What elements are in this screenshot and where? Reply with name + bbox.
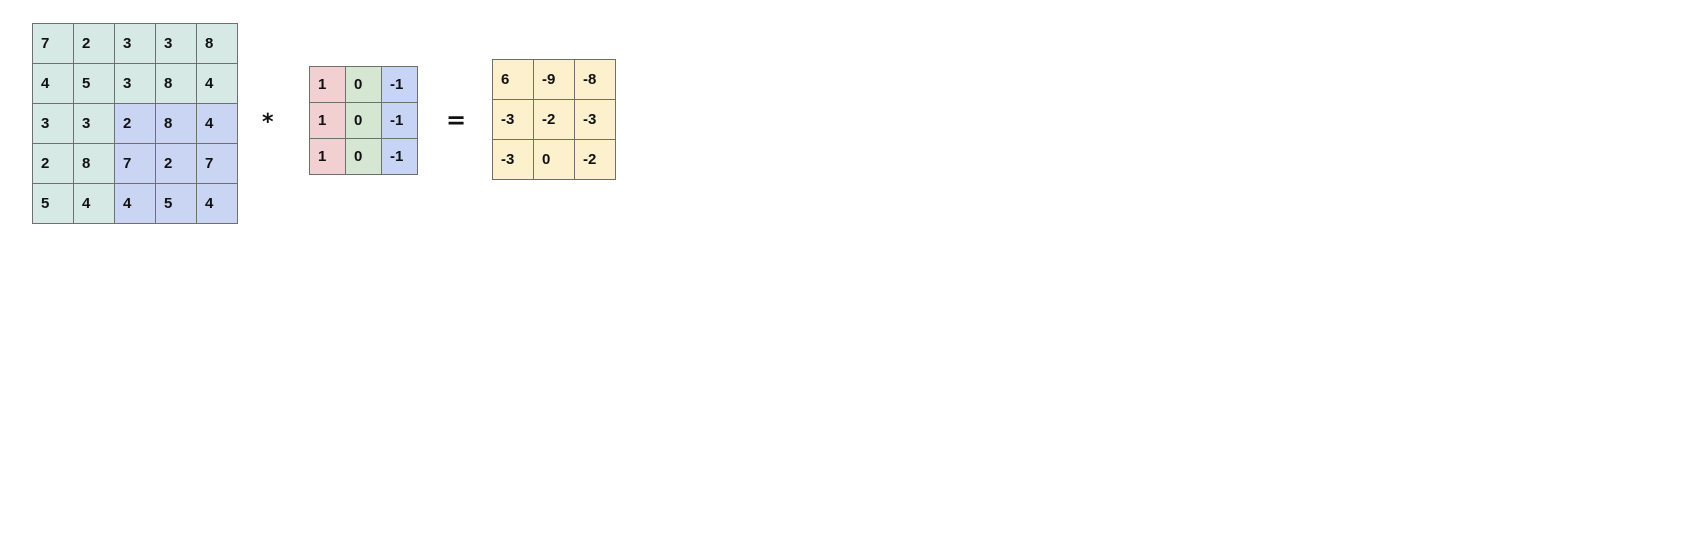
kernel-cell: -1 [382, 139, 418, 175]
output-cell: 0 [534, 140, 575, 180]
output-cell: -3 [493, 100, 534, 140]
output-cell: -2 [534, 100, 575, 140]
input-row [33, 24, 238, 64]
input-row [33, 64, 238, 104]
input-cell: 4 [197, 64, 238, 104]
input-cell: 2 [74, 24, 115, 64]
input-cell-highlighted: 4 [115, 184, 156, 224]
input-cell: 8 [156, 64, 197, 104]
input-cell-highlighted: 4 [197, 184, 238, 224]
kernel-matrix [309, 66, 418, 175]
output-matrix [492, 59, 616, 180]
input-cell-highlighted: 5 [156, 184, 197, 224]
kernel-cell: -1 [382, 103, 418, 139]
input-cell-highlighted: 2 [115, 104, 156, 144]
input-cell: 4 [74, 184, 115, 224]
output-cell: -9 [534, 60, 575, 100]
input-cell-highlighted: 8 [156, 104, 197, 144]
input-matrix [32, 23, 238, 224]
output-cell: -3 [575, 100, 616, 140]
output-row [493, 60, 616, 100]
input-cell: 3 [156, 24, 197, 64]
kernel-row [310, 139, 418, 175]
input-cell-highlighted: 4 [197, 104, 238, 144]
output-row [493, 140, 616, 180]
kernel-cell: 0 [346, 139, 382, 175]
input-cell: 4 [33, 64, 74, 104]
kernel-cell: 0 [346, 67, 382, 103]
input-cell: 8 [197, 24, 238, 64]
input-cell: 3 [74, 104, 115, 144]
kernel-cell: 1 [310, 103, 346, 139]
input-cell: 5 [33, 184, 74, 224]
input-cell: 3 [33, 104, 74, 144]
input-cell: 3 [115, 24, 156, 64]
output-cell: -2 [575, 140, 616, 180]
input-row [33, 144, 238, 184]
input-cell: 5 [74, 64, 115, 104]
equals-operator: = [446, 106, 467, 134]
multiply-operator: * [262, 110, 274, 135]
input-cell: 2 [33, 144, 74, 184]
input-cell: 7 [33, 24, 74, 64]
output-row [493, 100, 616, 140]
input-cell: 8 [74, 144, 115, 184]
input-row [33, 104, 238, 144]
kernel-cell: -1 [382, 67, 418, 103]
input-cell-highlighted: 7 [115, 144, 156, 184]
output-cell: -3 [493, 140, 534, 180]
kernel-cell: 1 [310, 139, 346, 175]
input-cell-highlighted: 2 [156, 144, 197, 184]
kernel-row [310, 67, 418, 103]
input-cell-highlighted: 7 [197, 144, 238, 184]
input-row [33, 184, 238, 224]
kernel-cell: 0 [346, 103, 382, 139]
input-cell: 3 [115, 64, 156, 104]
output-cell: 6 [493, 60, 534, 100]
kernel-row [310, 103, 418, 139]
output-cell: -8 [575, 60, 616, 100]
kernel-cell: 1 [310, 67, 346, 103]
